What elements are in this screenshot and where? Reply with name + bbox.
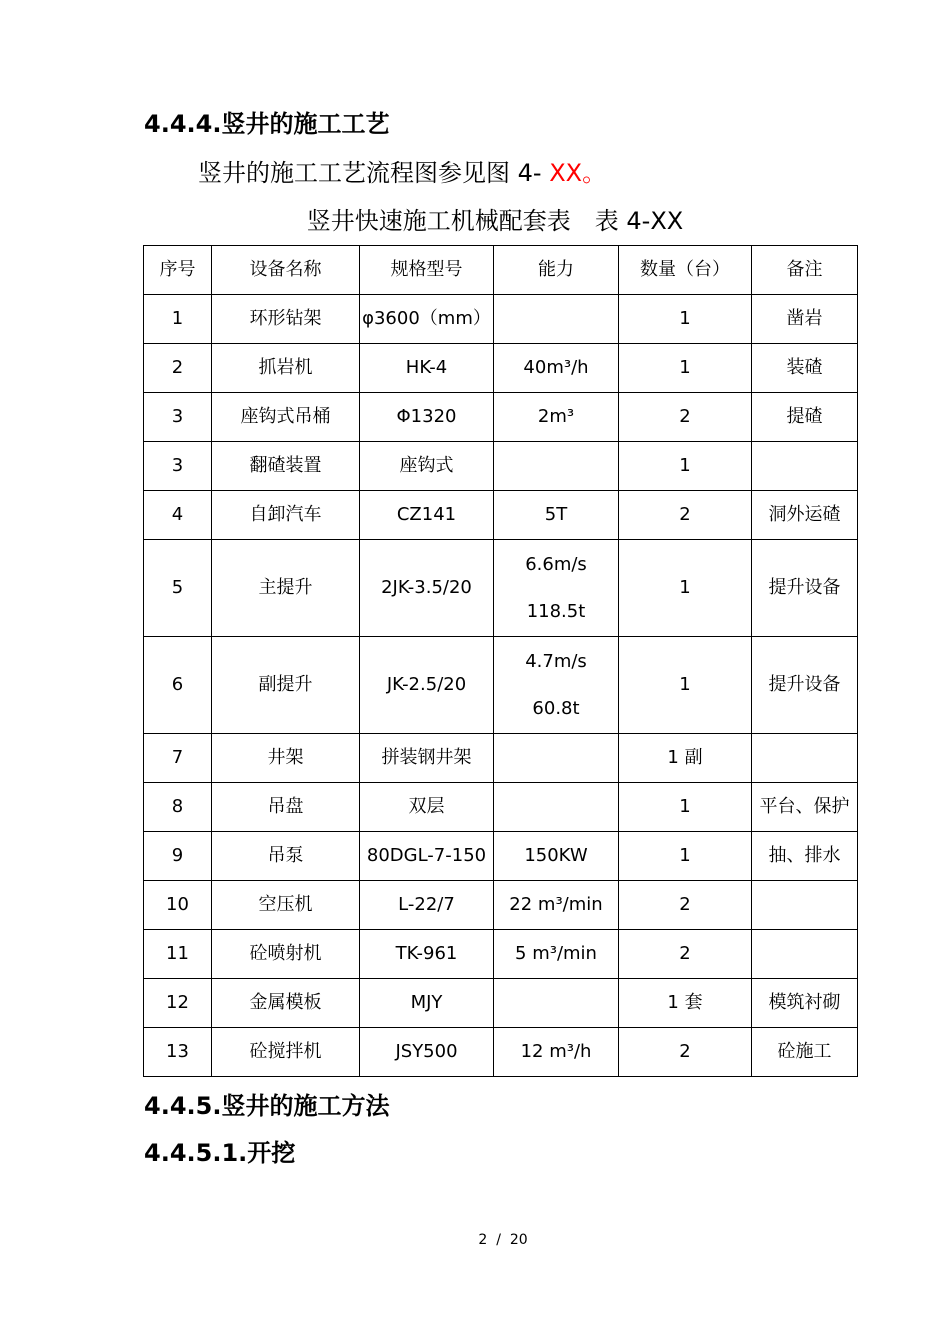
cell-name: 环形钻架	[212, 295, 360, 344]
cell-capacity-line-1: 4.7m/s	[525, 651, 587, 672]
cell-model: HK-4	[360, 344, 494, 393]
cell-no: 8	[144, 783, 212, 832]
cell-capacity	[494, 734, 619, 783]
table-caption-title: 竖井快速施工机械配套表	[306, 207, 571, 235]
table-row	[144, 491, 858, 540]
cell-name: 座钩式吊桶	[212, 393, 360, 442]
table-row	[144, 734, 858, 783]
header-cell-quantity: 数量（台）	[619, 246, 752, 295]
cell-capacity	[494, 295, 619, 344]
cell-name: 空压机	[212, 881, 360, 930]
cell-capacity: 2m³	[494, 393, 619, 442]
cell-model: 双层	[360, 783, 494, 832]
cell-capacity	[494, 442, 619, 491]
cell-no: 3	[144, 442, 212, 491]
section-heading-4-4-5: 4.4.5.竖井的施工方法	[144, 1092, 390, 1120]
cell-quantity: 2	[619, 1028, 752, 1077]
table-row	[144, 1028, 858, 1077]
section-heading-4-4-5-1: 4.4.5.1.开挖	[144, 1139, 296, 1167]
cell-capacity	[494, 540, 619, 637]
cell-model: 2JK-3.5/20	[360, 540, 494, 637]
cell-name: 吊泵	[212, 832, 360, 881]
intro-paragraph	[198, 156, 606, 190]
cell-note: 砼施工	[752, 1028, 858, 1077]
cell-capacity: 5T	[494, 491, 619, 540]
cell-quantity: 2	[619, 491, 752, 540]
cell-name: 抓岩机	[212, 344, 360, 393]
table-row	[144, 344, 858, 393]
cell-no: 1	[144, 295, 212, 344]
cell-name: 自卸汽车	[212, 491, 360, 540]
cell-quantity: 1	[619, 783, 752, 832]
cell-model: 80DGL-7-150	[360, 832, 494, 881]
cell-model: TK-961	[360, 930, 494, 979]
header-cell-model: 规格型号	[360, 246, 494, 295]
cell-model: 座钩式	[360, 442, 494, 491]
cell-quantity: 2	[619, 393, 752, 442]
header-cell-name: 设备名称	[212, 246, 360, 295]
cell-name: 金属模板	[212, 979, 360, 1028]
cell-no: 7	[144, 734, 212, 783]
cell-capacity: 22 m³/min	[494, 881, 619, 930]
cell-no: 5	[144, 540, 212, 637]
table-caption	[0, 204, 950, 238]
table-row	[144, 295, 858, 344]
cell-no: 2	[144, 344, 212, 393]
cell-no: 10	[144, 881, 212, 930]
cell-note: 提升设备	[752, 540, 858, 637]
cell-note: 平台、保护	[752, 783, 858, 832]
cell-model: MJY	[360, 979, 494, 1028]
cell-note: 凿岩	[752, 295, 858, 344]
table-row	[144, 832, 858, 881]
header-cell-capacity: 能力	[494, 246, 619, 295]
intro-highlight: XX。	[549, 159, 607, 187]
cell-note: 抽、排水	[752, 832, 858, 881]
cell-name: 砼搅拌机	[212, 1028, 360, 1077]
cell-quantity: 1	[619, 295, 752, 344]
table-row	[144, 881, 858, 930]
cell-name: 砼喷射机	[212, 930, 360, 979]
cell-name: 翻碴装置	[212, 442, 360, 491]
cell-capacity	[494, 979, 619, 1028]
cell-model: Φ1320	[360, 393, 494, 442]
header-cell-note: 备注	[752, 246, 858, 295]
header-cell-no: 序号	[144, 246, 212, 295]
cell-no: 4	[144, 491, 212, 540]
section-heading-4-4-4: 4.4.4.竖井的施工工艺	[144, 110, 390, 138]
cell-note: 洞外运碴	[752, 491, 858, 540]
page-current: 2	[478, 1232, 488, 1248]
intro-text: 竖井的施工工艺流程图参见图 4-	[198, 159, 550, 187]
cell-quantity: 1	[619, 540, 752, 637]
cell-quantity: 1	[619, 442, 752, 491]
cell-name: 井架	[212, 734, 360, 783]
cell-no: 11	[144, 930, 212, 979]
cell-quantity: 1 套	[619, 979, 752, 1028]
cell-capacity: 150KW	[494, 832, 619, 881]
cell-quantity: 1	[619, 637, 752, 734]
cell-capacity: 5 m³/min	[494, 930, 619, 979]
cell-model: 拼装钢井架	[360, 734, 494, 783]
cell-quantity: 2	[619, 930, 752, 979]
page-number	[0, 1231, 950, 1249]
cell-note	[752, 930, 858, 979]
table-row	[144, 393, 858, 442]
cell-no: 3	[144, 393, 212, 442]
cell-capacity-line-2: 60.8t	[532, 698, 580, 719]
page-total: 20	[509, 1232, 528, 1248]
table-caption-number: 表 4-XX	[594, 207, 684, 235]
cell-capacity-line-1: 6.6m/s	[525, 554, 587, 575]
cell-quantity: 2	[619, 881, 752, 930]
page-separator: /	[496, 1232, 501, 1248]
table-row	[144, 979, 858, 1028]
table-row	[144, 637, 858, 734]
cell-quantity: 1 副	[619, 734, 752, 783]
cell-no: 12	[144, 979, 212, 1028]
cell-model: CZ141	[360, 491, 494, 540]
cell-capacity-line-2: 118.5t	[526, 601, 586, 622]
cell-model: JK-2.5/20	[360, 637, 494, 734]
cell-model: L-22/7	[360, 881, 494, 930]
cell-name: 主提升	[212, 540, 360, 637]
cell-note	[752, 442, 858, 491]
cell-model: JSY500	[360, 1028, 494, 1077]
cell-model: φ3600（mm）	[360, 295, 494, 344]
cell-no: 6	[144, 637, 212, 734]
cell-no: 9	[144, 832, 212, 881]
cell-capacity: 12 m³/h	[494, 1028, 619, 1077]
table-row	[144, 930, 858, 979]
cell-name: 吊盘	[212, 783, 360, 832]
cell-note: 提碴	[752, 393, 858, 442]
table-row	[144, 442, 858, 491]
cell-no: 13	[144, 1028, 212, 1077]
cell-note: 装碴	[752, 344, 858, 393]
table-header-row	[144, 246, 858, 295]
cell-quantity: 1	[619, 832, 752, 881]
cell-note: 提升设备	[752, 637, 858, 734]
cell-note	[752, 734, 858, 783]
cell-name: 副提升	[212, 637, 360, 734]
cell-capacity	[494, 637, 619, 734]
cell-capacity	[494, 783, 619, 832]
cell-quantity: 1	[619, 344, 752, 393]
cell-capacity: 40m³/h	[494, 344, 619, 393]
table-row	[144, 783, 858, 832]
cell-note	[752, 881, 858, 930]
cell-note: 模筑衬砌	[752, 979, 858, 1028]
equipment-table	[143, 245, 858, 1077]
table-row	[144, 540, 858, 637]
